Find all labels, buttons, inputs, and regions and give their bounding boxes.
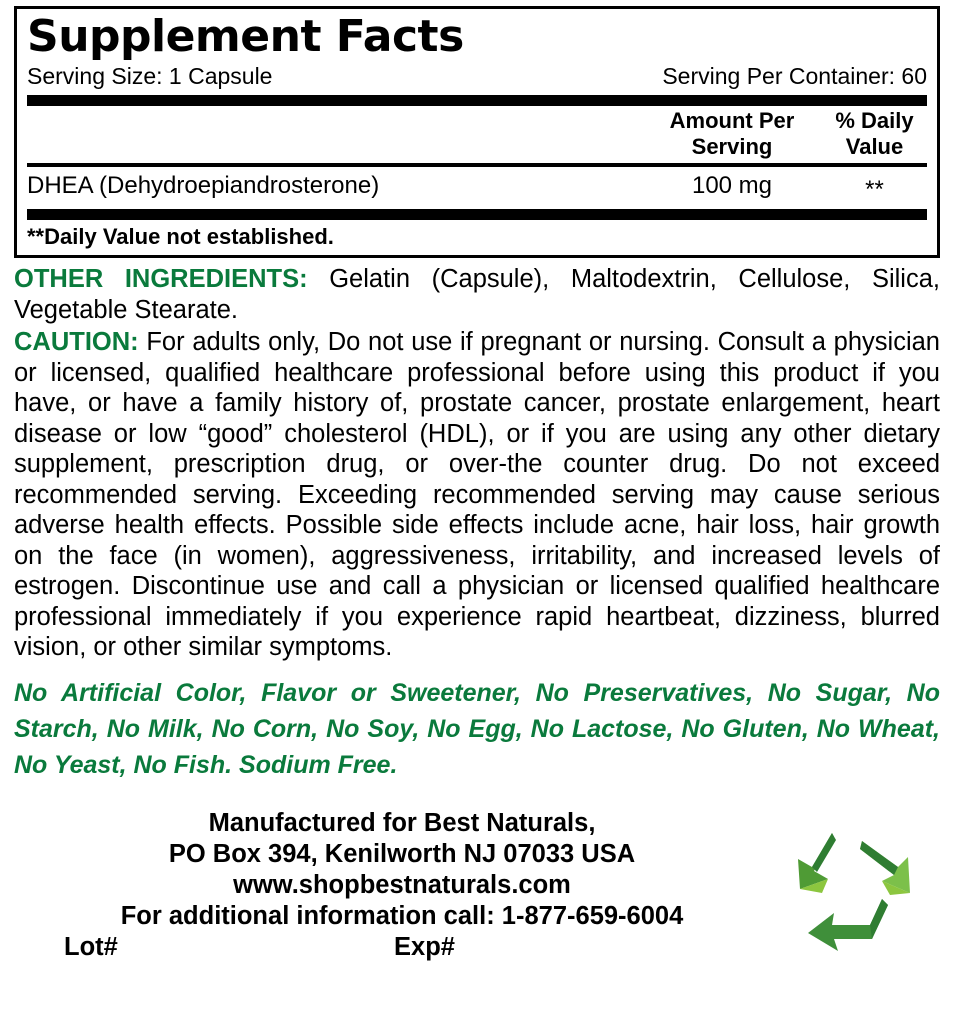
servings-per-container: Serving Per Container: 60: [662, 63, 927, 89]
daily-value-header: [822, 108, 927, 160]
dv-header-line1: % Daily: [835, 108, 914, 133]
column-headers: [27, 106, 927, 163]
amount-per-serving-header: [642, 108, 822, 160]
nutrient-amount: 100 mg: [691, 172, 773, 199]
lot-label: Lot#: [64, 932, 118, 961]
caution-label: CAUTION:: [14, 328, 139, 356]
free-from-statement: No Artificial Color, Flavor or Sweetener, No Preservatives, No Sugar, No Starch, No Milk, No Corn, No Soy, No Egg, No Lactose, No Gluten, No Wheat, No Yeast, No Fish. Sodium Free.: [14, 678, 940, 779]
company-website[interactable]: www.shopbestnaturals.com: [233, 870, 571, 899]
label-body-text: [14, 264, 940, 783]
serving-size: Serving Size: 1 Capsule: [27, 63, 273, 89]
recycle-icon: [776, 827, 916, 957]
label-footer: [14, 808, 940, 963]
other-ingredients-paragraph: [14, 264, 940, 325]
contact-phone-line: For additional information call: 1-877-659-6004: [120, 901, 684, 930]
amount-header-line1: Amount Per: [669, 108, 795, 133]
other-ingredients-text: Gelatin (Capsule), Maltodextrin, Cellulose, Silica, Vegetable Stearate.: [14, 265, 940, 324]
supplement-facts-panel: [14, 6, 940, 258]
nutrient-name: DHEA (Dehydroepiandrosterone): [27, 172, 380, 199]
dv-header-line2: Value: [845, 134, 904, 159]
footnote-mark: **: [27, 224, 45, 249]
footnote-text: Daily Value not established.: [44, 224, 334, 249]
exp-label: Exp#: [394, 932, 455, 961]
table-row: [27, 167, 927, 207]
caution-text: For adults only, Do not use if pregnant or nursing. Consult a physician or licensed, qualified healthcare professional before using this product if you have, or have a family history of, prostate cancer, prostate enlargement, heart disease or low “good” cholesterol (HDL), or if you are using any other dietary supplement, prescription drug, or over-the counter drug. Do not exceed recommended serving. Exceeding recommended serving may cause serious adverse health effects. Possible side effects include acne, hair loss, hair growth on the face (in women), aggressiveness, irritability, and increased levels of estrogen. Discontinue use and call a physician or licensed qualified healthcare professional immediately if you experience rapid heartbeat, dizziness, blurred vision, or other similar symptoms.: [14, 328, 940, 661]
company-address: PO Box 394, Kenilworth NJ 07033 USA: [168, 839, 636, 868]
panel-rule-thick-top: [27, 95, 927, 106]
other-ingredients-label: OTHER INGREDIENTS:: [14, 265, 308, 293]
panel-footnote: [27, 220, 927, 253]
panel-rule-thick-bottom: [27, 209, 927, 220]
amount-header-line2: Serving: [691, 134, 773, 159]
manufactured-for: Manufactured for Best Naturals,: [208, 808, 596, 837]
nutrient-daily-value: **: [865, 176, 884, 203]
supplement-facts-title: Supplement Facts: [27, 11, 464, 62]
caution-paragraph: [14, 327, 940, 663]
serving-info-row: [27, 61, 927, 93]
